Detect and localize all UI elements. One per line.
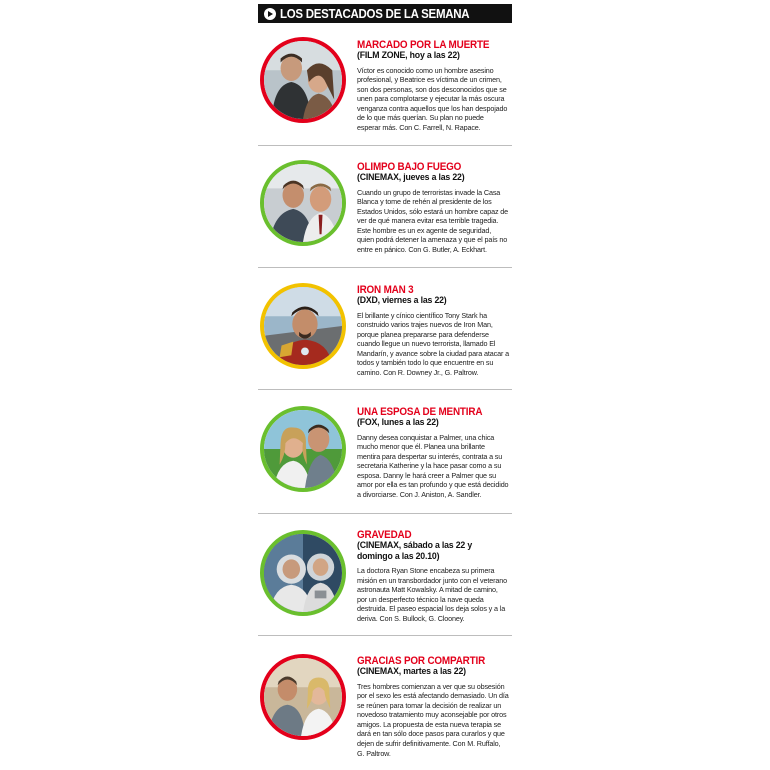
divider <box>258 267 512 268</box>
movie-schedule: (CINEMAX, martes a las 22) <box>357 666 466 677</box>
movie-entry-esposa <box>258 389 512 513</box>
movie-photo-image <box>264 658 342 736</box>
movie-photo-image <box>264 410 342 488</box>
movie-photo-image <box>264 534 342 612</box>
movie-photo <box>260 160 346 246</box>
arrow-right-circle-icon <box>264 8 276 20</box>
movie-schedule: (FOX, lunes a las 22) <box>357 417 439 428</box>
movie-description: Víctor es conocido como un hombre asesino profesional, y Beatrice es víctima de un crimen, son dos personas, son dos desconocidos que se unen para complotarse y ejecutar la más oscura venganza contra aquellos que los han despojado de lo que más querían. Su plan no puede esperar más. Con C. Farrell, N. Rapace. <box>357 65 508 133</box>
divider <box>258 513 512 514</box>
movie-photo-image <box>264 41 342 119</box>
divider <box>258 635 512 636</box>
section-header <box>258 4 512 23</box>
movie-description: Tres hombres comienzan a ver que su obsesión por el sexo les está afectando demasiado. Un día se reúnen para tomar la decisión de realizar un novedoso tratamiento muy aconsejable por otros amigos. La propuesta de esta nueva terapia se dará en tan sólo doce pasos para curarlos y que dejen de sufrir definitivamente. Con M. Ruffalo, G. Paltrow. <box>357 681 509 758</box>
movie-description: La doctora Ryan Stone encabeza su primera misión en un transbordador junto con el veterano astronauta Matt Kowalsky. A mitad de camino, por un desperfecto técnico la nave queda destruida. El paseo espacial los deja solos y a la deriva. Con S. Bullock, G. Clooney. <box>357 566 507 623</box>
movie-title: GRACIAS POR COMPARTIR <box>357 655 486 667</box>
movie-photo <box>260 530 346 616</box>
section-title: LOS DESTACADOS DE LA SEMANA <box>280 6 470 21</box>
movie-photo <box>260 406 346 492</box>
movie-entry-gracias <box>258 635 512 770</box>
movie-entry-gravedad <box>258 513 512 635</box>
divider <box>258 145 512 146</box>
movie-title: MARCADO POR LA MUERTE <box>357 39 490 51</box>
movie-description: El brillante y cínico científico Tony Stark ha construido varios trajes nuevos de Iron Man, porque planea prepararse para defenderse cuando llegue un nuevo terrorista, llamado El Mandarín, y avance sobre la ciudad para atacar a todos y también todo lo que encuentre en su camino. Con R. Downey Jr., G. Paltrow. <box>357 310 509 378</box>
movie-title: UNA ESPOSA DE MENTIRA <box>357 406 483 418</box>
movie-schedule: (DXD, viernes a las 22) <box>357 295 447 306</box>
movie-schedule: (CINEMAX, jueves a las 22) <box>357 172 465 183</box>
movie-description: Danny desea conquistar a Palmer, una chica mucho menor que él. Planea una brillante mentira para despertar su interés, contrata a su secretaria Katherine y la hace pasar como a su esposa. Danny le hará creer a Palmer que su amor por ella es tan profundo y que está decidido a divorciarse. Con J. Aniston, A. Sandler. <box>357 432 509 500</box>
movie-entry-olimpo <box>258 145 512 267</box>
movie-photo <box>260 654 346 740</box>
movie-title: GRAVEDAD <box>357 529 412 541</box>
movie-photo-image <box>264 287 342 365</box>
movie-entry-marcado <box>258 30 512 145</box>
movie-schedule: (FILM ZONE, hoy a las 22) <box>357 50 460 61</box>
movie-entry-ironman <box>258 267 512 389</box>
movie-photo <box>260 283 346 369</box>
movie-title: IRON MAN 3 <box>357 284 414 296</box>
movie-description: Cuando un grupo de terroristas invade la Casa Blanca y tome de rehén al presidente de los Estados Unidos, sólo estará un hombre capaz de ver de qué manera evitar esa terrible tragedia. Este hombre es un ex agente de seguridad, quien podrá detener la amenaza y que el país no entre en pánico. Con G. Butler, A. Eckhart. <box>357 187 509 255</box>
movie-photo-image <box>264 164 342 242</box>
movie-schedule: (CINEMAX, sábado a las 22 y domingo a las 20.10) <box>357 540 473 562</box>
movie-photo <box>260 37 346 123</box>
movie-title: OLIMPO BAJO FUEGO <box>357 161 462 173</box>
divider <box>258 389 512 390</box>
